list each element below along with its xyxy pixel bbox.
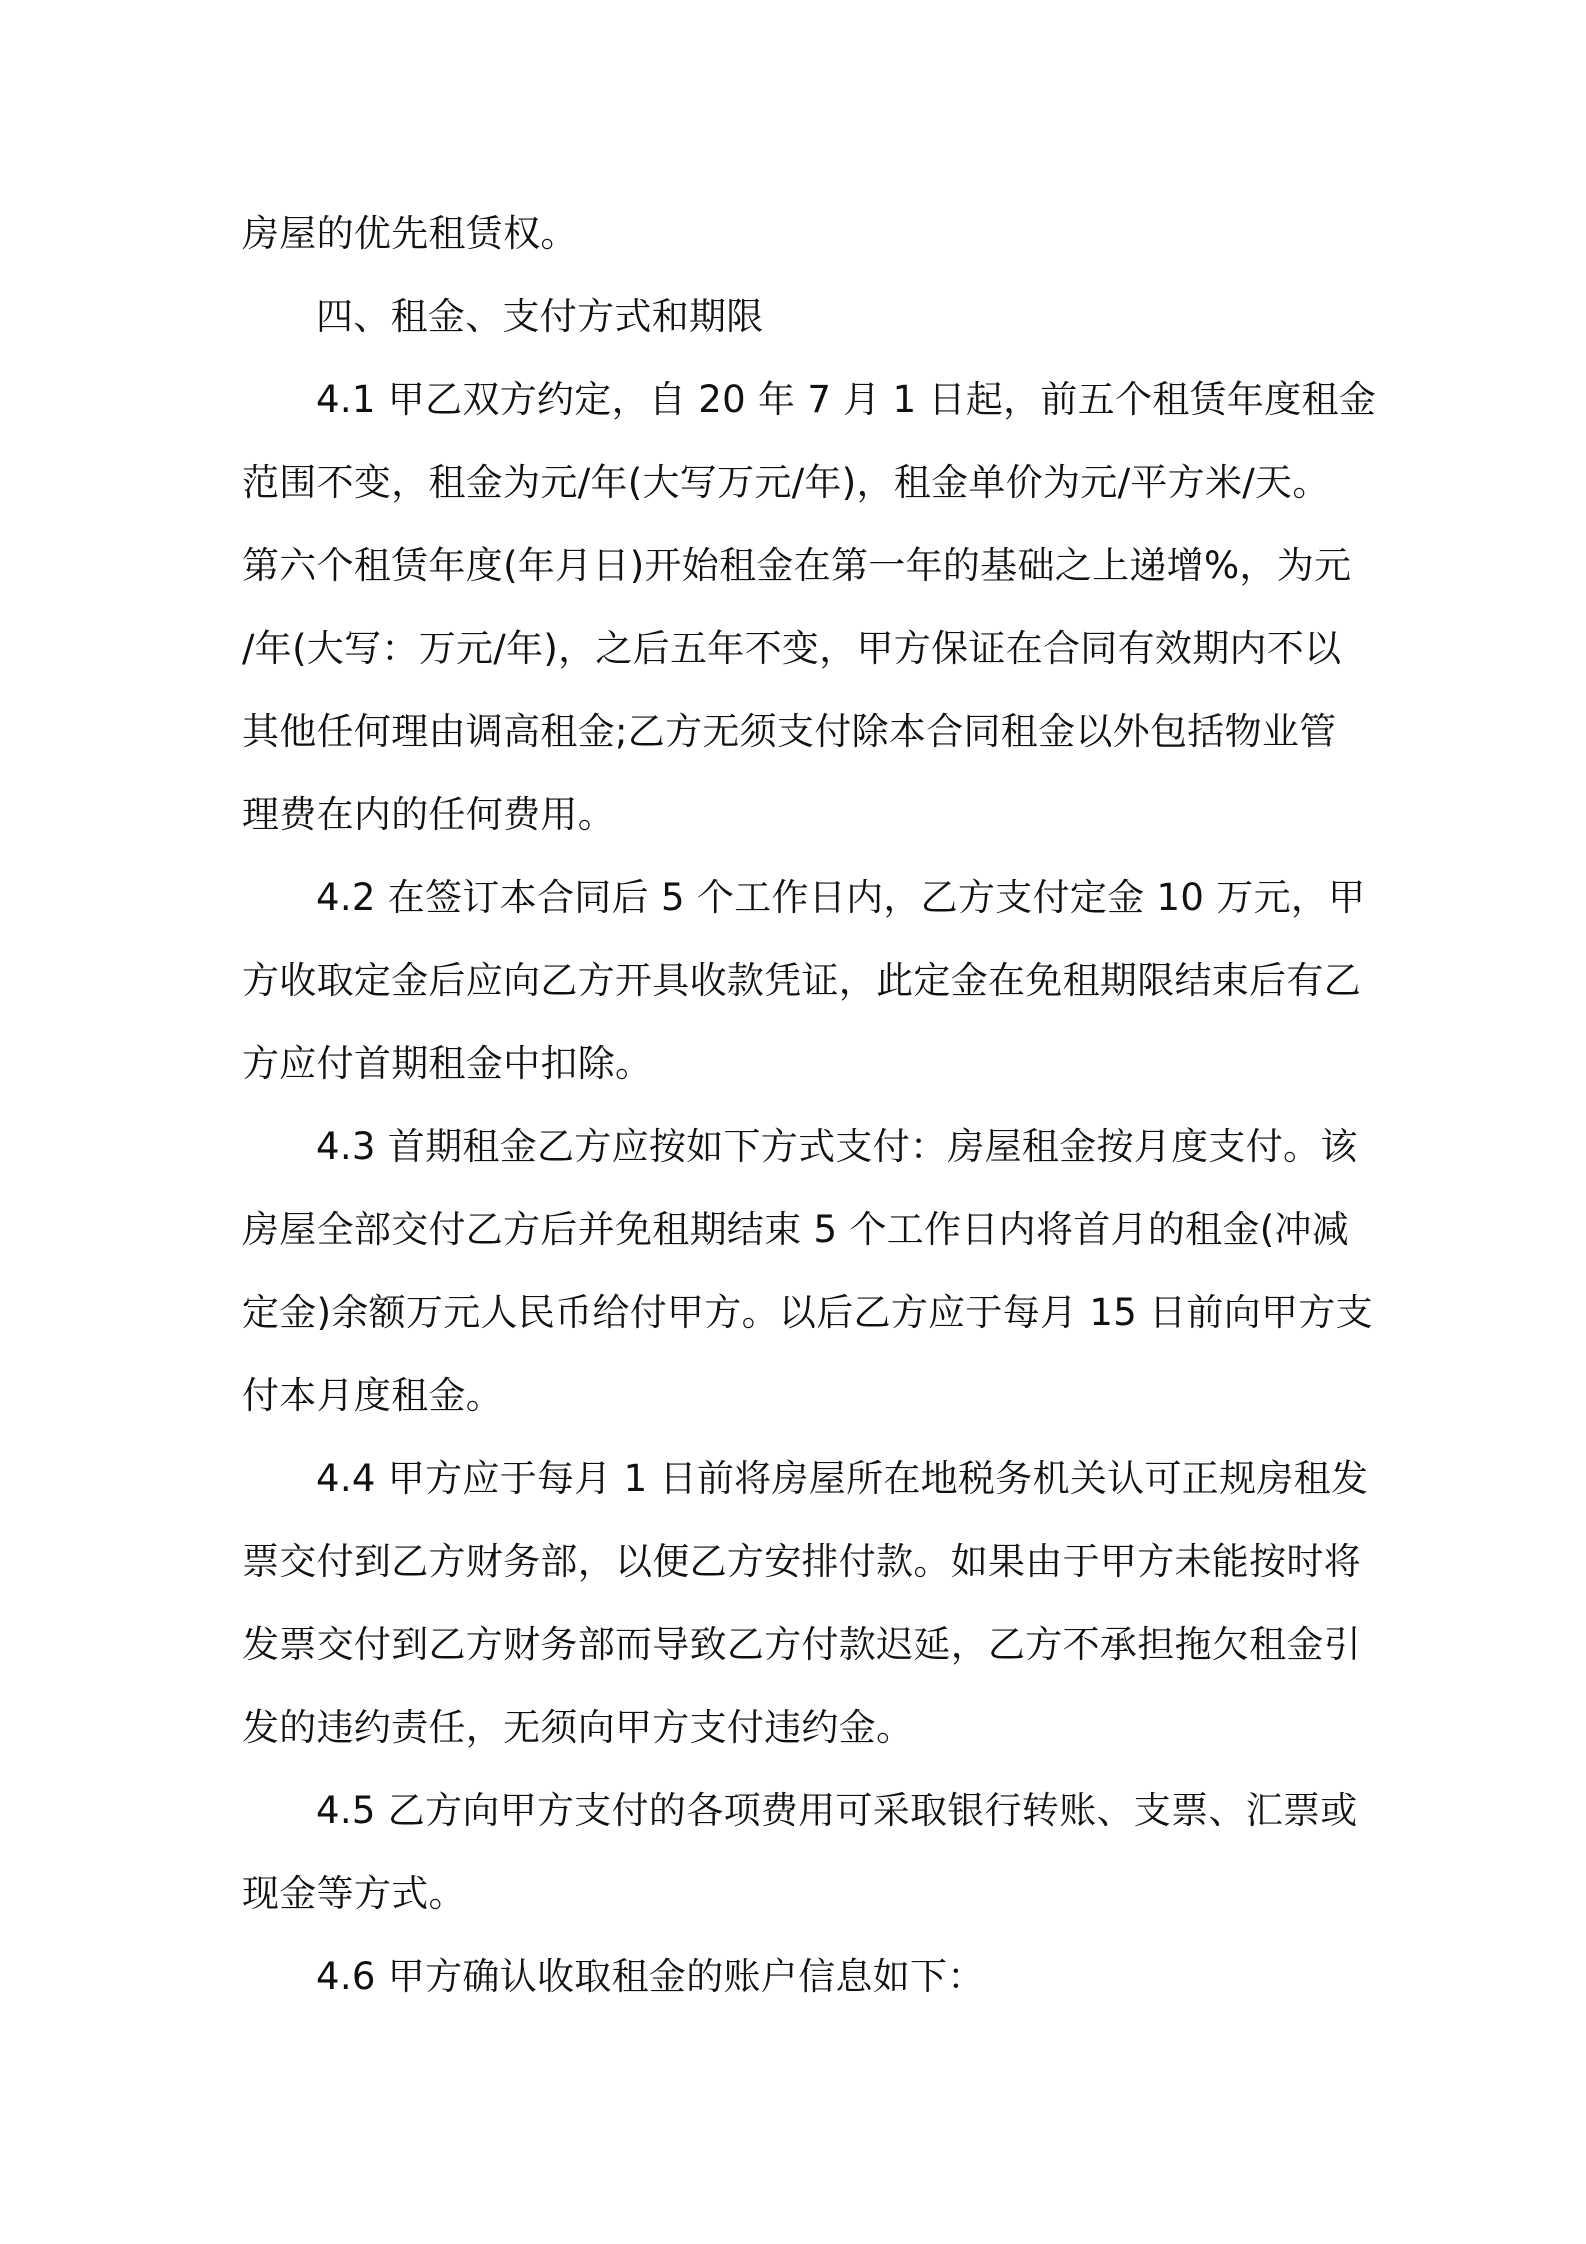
clause-4-3-line: 4.3 首期租金乙方应按如下方式支付：房屋租金按月度支付。该 [316,1125,1358,1168]
section-heading: 四、租金、支付方式和期限 [316,295,764,338]
clause-4-2-line: 4.2 在签订本合同后 5 个工作日内，乙方支付定金 10 万元，甲 [316,876,1366,919]
clause-4-4-line: 发的违约责任，无须向甲方支付违约金。 [242,1706,914,1749]
document-body [242,192,1377,2018]
clause-4-4-line: 发票交付到乙方财务部而导致乙方付款迟延，乙方不承担拖欠租金引 [242,1623,1361,1666]
body-line: 房屋的优先租赁权。 [242,212,578,255]
clause-4-1-line: /年(大写：万元/年)，之后五年不变，甲方保证在合同有效期内不以 [242,627,1342,670]
clause-4-1-line: 第六个租赁年度(年月日)开始租金在第一年的基础之上递增%，为元 [242,544,1352,587]
clause-4-4-line: 4.4 甲方应于每月 1 日前将房屋所在地税务机关认可正规房租发 [316,1457,1369,1500]
clause-4-5-line: 现金等方式。 [242,1872,466,1915]
clause-4-4-line: 票交付到乙方财务部，以便乙方安排付款。如果由于甲方未能按时将 [242,1540,1361,1583]
clause-4-1-line: 理费在内的任何费用。 [242,793,615,836]
clause-4-2-line: 方应付首期租金中扣除。 [242,1042,653,1085]
clause-4-3-line: 付本月度租金。 [242,1374,504,1417]
clause-4-1-line: 4.1 甲乙双方约定，自 20 年 7 月 1 日起，前五个租赁年度租金 [316,378,1377,421]
clause-4-6-line: 4.6 甲方确认收取租金的账户信息如下： [316,1955,985,1998]
clause-4-1-line: 其他任何理由调高租金;乙方无须支付除本合同租金以外包括物业管 [242,710,1337,753]
clause-4-3-line: 定金)余额万元人民币给付甲方。以后乙方应于每月 15 日前向甲方支 [242,1291,1373,1334]
clause-4-1-line: 范围不变，租金为元/年(大写万元/年)，租金单价为元/平方米/天。 [242,461,1330,504]
clause-4-2-line: 方收取定金后应向乙方开具收款凭证，此定金在免租期限结束后有乙 [242,959,1361,1002]
clause-4-3-line: 房屋全部交付乙方后并免租期结束 5 个工作日内将首月的租金(冲减 [242,1208,1350,1251]
clause-4-5-line: 4.5 乙方向甲方支付的各项费用可采取银行转账、支票、汇票或 [316,1789,1358,1832]
